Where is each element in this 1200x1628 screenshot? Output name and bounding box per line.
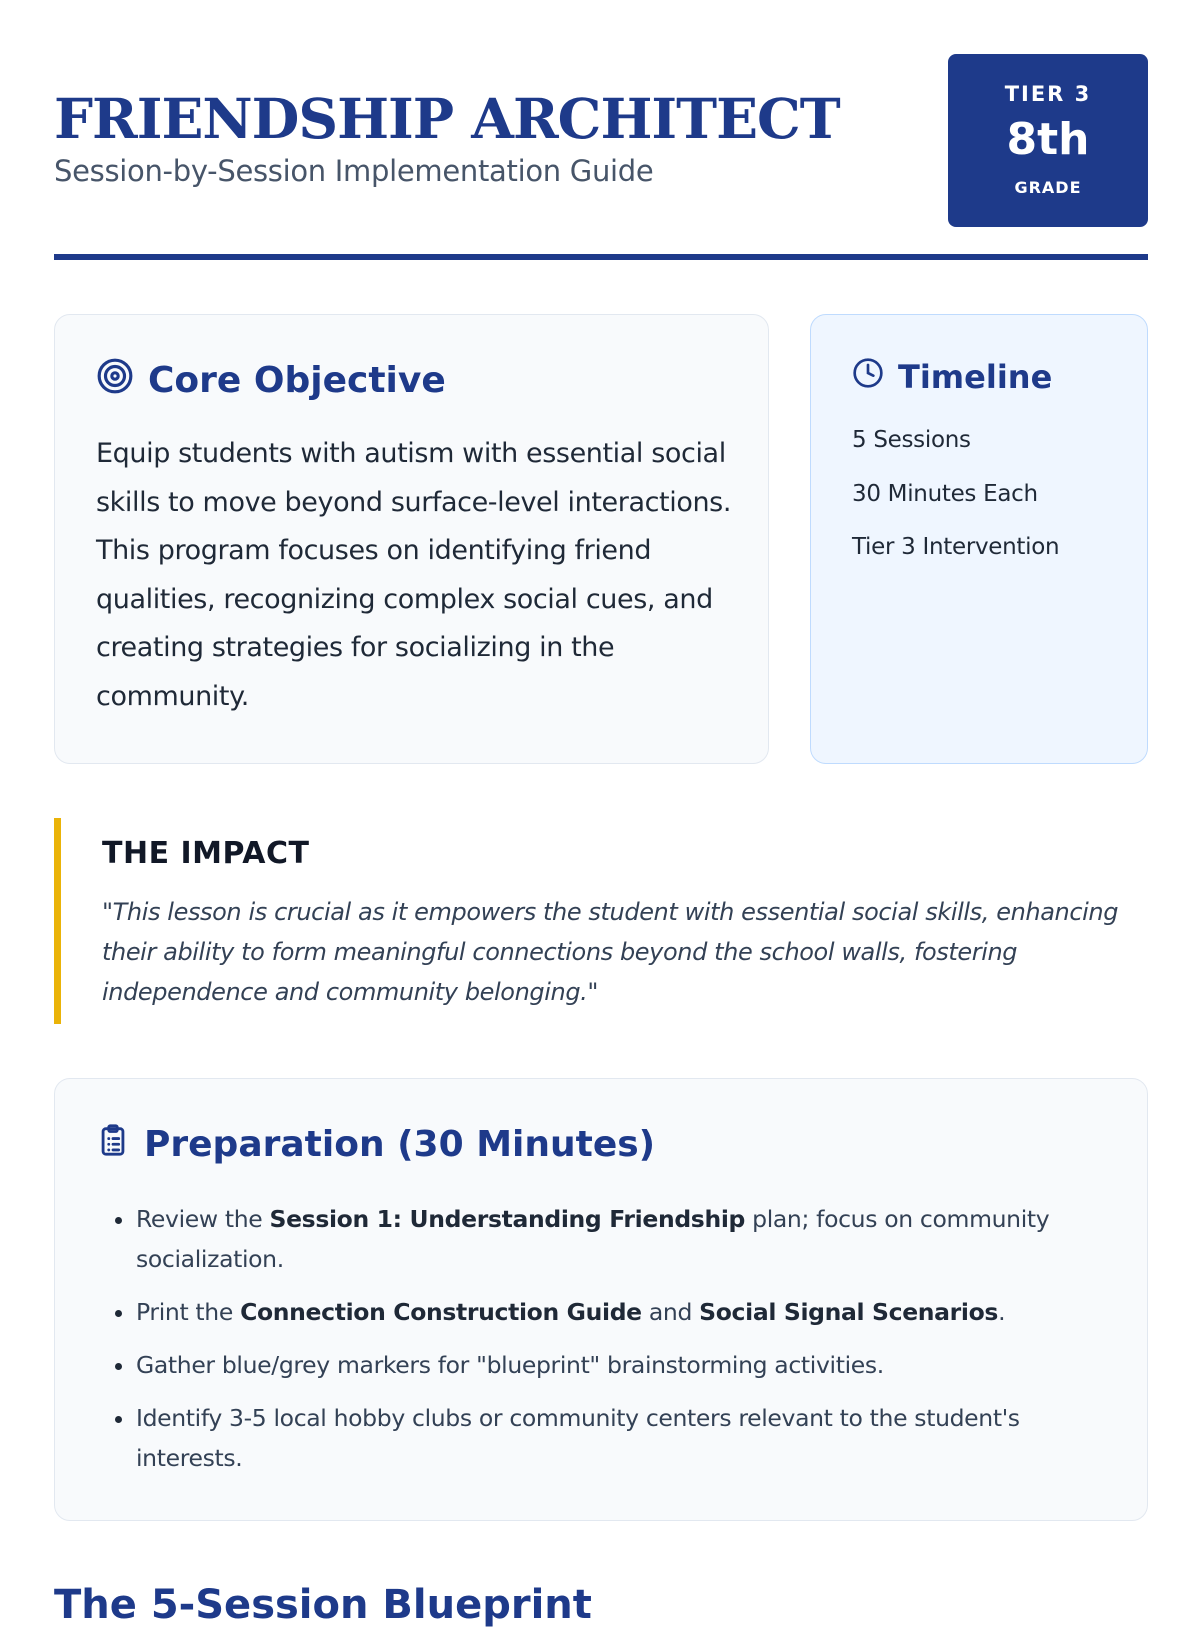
core-objective-heading [96, 357, 446, 404]
timeline-item: 30 Minutes Each [852, 480, 1038, 507]
clipboard-icon [96, 1121, 130, 1168]
page-subtitle: Session-by-Session Implementation Guide [54, 154, 654, 188]
timeline-card [810, 314, 1148, 764]
badge-label: GRADE [1014, 178, 1082, 197]
preparation-title: Preparation (30 Minutes) [144, 1124, 656, 1165]
preparation-item: • Review the Session 1: Understanding Friendship plan; focus on community socialization. [136, 1199, 1096, 1279]
grade-badge [948, 54, 1148, 227]
timeline-heading [852, 357, 1052, 397]
impact-callout [54, 818, 1148, 1024]
core-objective-card [54, 314, 769, 764]
preparation-item: • Identify 3-5 local hobby clubs or community centers relevant to the student's interests. [136, 1398, 1096, 1478]
preparation-list [136, 1199, 1096, 1491]
preparation-item: • Print the Connection Construction Guide and Social Signal Scenarios. [136, 1292, 1096, 1332]
badge-grade: 8th [1006, 114, 1090, 165]
blueprint-section-heading: The 5-Session Blueprint [54, 1582, 592, 1628]
preparation-card [54, 1078, 1148, 1521]
preparation-heading [96, 1121, 655, 1168]
core-objective-title: Core Objective [148, 360, 446, 401]
page-header [54, 54, 1148, 262]
impact-heading: THE IMPACT [102, 836, 310, 871]
core-objective-text: Equip students with autism with essential social skills to move beyond surface-level interactions. This program focuses on identifying friend qualities, recognizing complex social cues, and creating strategies for socializing in the community. [96, 438, 732, 712]
timeline-list [852, 427, 1059, 588]
clock-icon [852, 357, 884, 397]
impact-quote: "This lesson is crucial as it empowers the student with essential social skills, enhancing their ability to form meaningful connections beyond the school walls, fostering independence and community belonging." [102, 898, 1119, 1006]
target-icon [96, 357, 134, 404]
page-title: FRIENDSHIP ARCHITECT [54, 86, 840, 151]
badge-tier: TIER 3 [1004, 82, 1092, 106]
timeline-item: Tier 3 Intervention [852, 534, 1060, 560]
header-divider [54, 254, 1148, 260]
timeline-item: 5 Sessions [852, 427, 971, 453]
preparation-item: • Gather blue/grey markers for "blueprint" brainstorming activities. [136, 1345, 1096, 1385]
timeline-title: Timeline [898, 358, 1053, 396]
